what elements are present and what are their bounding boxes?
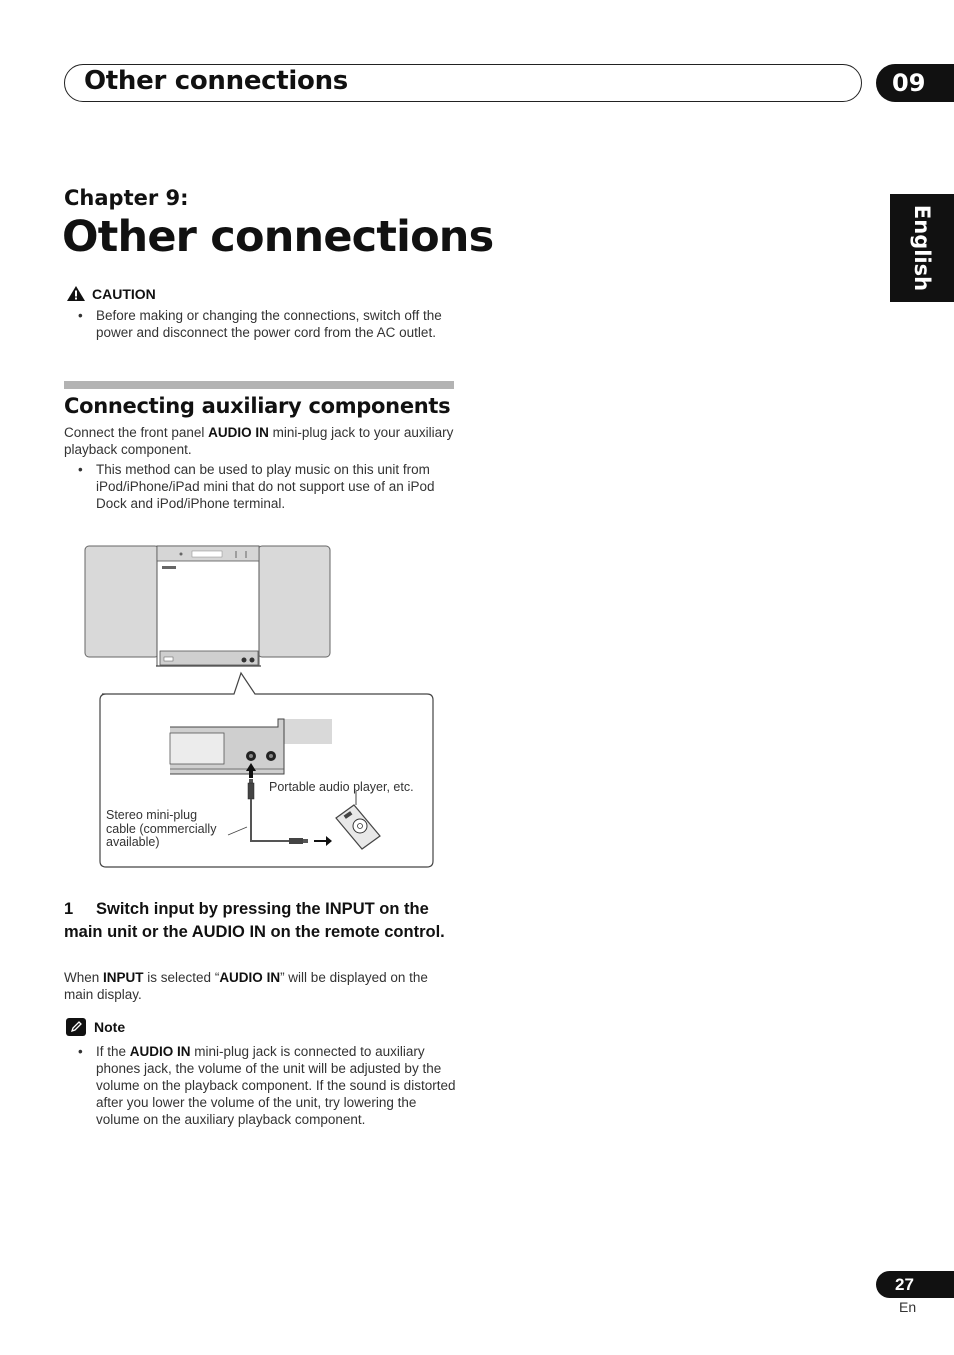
cable-label-line-2: cable (commercially xyxy=(106,822,217,836)
section-intro xyxy=(64,424,456,458)
bullet-dot: • xyxy=(78,462,83,477)
section-bullet-text: This method can be used to play music on this unit from iPod/iPhone/iPad mini that do not support use of an iPod Dock and iPod/iPhone terminal. xyxy=(96,462,435,511)
step-desc-bold-2: AUDIO IN xyxy=(219,970,281,985)
step-heading xyxy=(64,898,454,943)
section-title: Connecting auxiliary components xyxy=(64,394,451,418)
caution-bullet xyxy=(78,307,458,341)
caution-label: CAUTION xyxy=(92,285,156,302)
chapter-label: Chapter 9: xyxy=(64,186,189,210)
note-text-pre: If the xyxy=(96,1044,130,1059)
step-text: Switch input by pressing the INPUT on the main unit or the AUDIO IN on the remote control. xyxy=(64,900,445,941)
page-number: 27 xyxy=(876,1271,954,1298)
note-text-bold: AUDIO IN xyxy=(129,1044,191,1059)
page-language: En xyxy=(899,1299,917,1315)
intro-text-pre: Connect the front panel xyxy=(64,425,209,440)
language-tab-label: English xyxy=(910,204,934,292)
note-bullet xyxy=(78,1043,458,1128)
section-bullet xyxy=(78,461,458,512)
step-description xyxy=(64,969,456,1003)
step-desc-part-1: When xyxy=(64,970,104,985)
step-desc-part-3: ” will be displayed on the main display. xyxy=(64,970,428,1002)
section-divider xyxy=(64,381,454,389)
step-number: 1 xyxy=(64,900,74,918)
player-label: Portable audio player, etc. xyxy=(269,780,414,794)
chapter-number-badge: 09 xyxy=(876,64,954,102)
chapter-title: Other connections xyxy=(62,212,494,262)
language-tab xyxy=(890,194,954,302)
intro-text-bold: AUDIO IN xyxy=(208,425,269,440)
bullet-dot: • xyxy=(78,308,83,323)
warning-icon xyxy=(66,285,86,302)
header-title: Other connections xyxy=(84,66,348,96)
step-desc-part-2: is selected “ xyxy=(143,970,220,985)
step-desc-bold-1: INPUT xyxy=(103,970,144,985)
bullet-dot: • xyxy=(78,1044,83,1059)
cable-label-line-3: available) xyxy=(106,835,160,849)
intro-text-post: mini-plug jack to your auxiliary playback component. xyxy=(64,425,454,457)
pencil-icon xyxy=(66,1018,86,1036)
connection-diagram xyxy=(84,543,436,871)
caution-heading xyxy=(66,285,156,302)
note-heading xyxy=(66,1018,125,1036)
note-text-post: mini-plug jack is connected to auxiliary phones jack, the volume of the unit will be adjusted by the volume on the playback component. If the sound is distorted after you lower the volume of the unit, try lowering the volume on the auxiliary playback component. xyxy=(96,1044,456,1127)
cable-label-line-1: Stereo mini-plug xyxy=(106,808,198,822)
note-label: Note xyxy=(94,1019,126,1035)
caution-text: Before making or changing the connections, switch off the power and disconnect the power cord from the AC outlet. xyxy=(96,308,442,340)
